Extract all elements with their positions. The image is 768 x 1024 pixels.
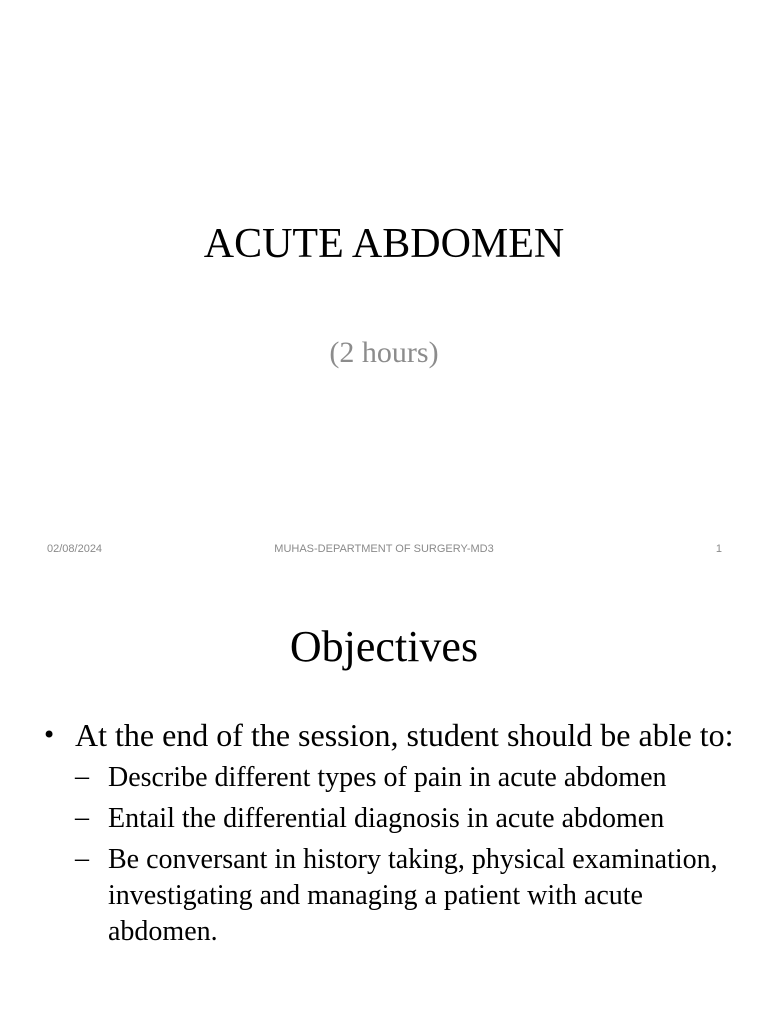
- sub-objectives-list: [75, 760, 742, 950]
- footer-date: 02/08/2024: [47, 543, 103, 555]
- list-item: [75, 842, 742, 950]
- slide-subtitle: (2 hours): [329, 336, 439, 369]
- footer-department: MUHAS-DEPARTMENT OF SURGERY-MD3: [274, 543, 494, 555]
- dash-icon: –: [75, 761, 89, 792]
- sub-item-text: Entail the differential diagnosis in acute abdomen: [108, 803, 665, 834]
- dash-icon: –: [75, 802, 89, 833]
- slide-title: Objectives: [289, 622, 479, 671]
- bullet-text: At the end of the session, student should be able to:: [75, 717, 734, 753]
- list-item: [75, 801, 742, 837]
- sub-item-text: Be conversant in history taking, physical examination, investigating and managing a patient with acute abdomen.: [108, 844, 718, 947]
- sub-item-text: Describe different types of pain in acute abdomen: [108, 762, 667, 793]
- footer-page-number: 1: [715, 543, 722, 555]
- objectives-list: [42, 716, 742, 955]
- dash-icon: –: [75, 843, 89, 874]
- list-item: [42, 716, 742, 950]
- slide-title: ACUTE ABDOMEN: [203, 221, 565, 267]
- list-item: [75, 760, 742, 796]
- slide-2: [0, 576, 768, 1024]
- bullet-icon: •: [42, 721, 57, 749]
